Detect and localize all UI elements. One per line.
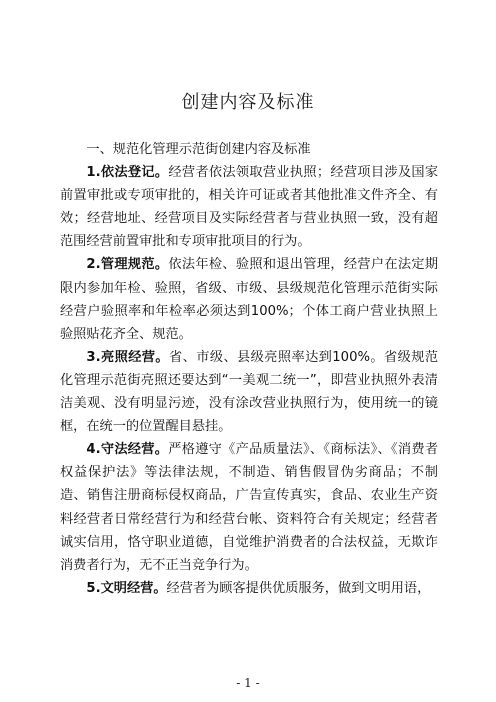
item-text: 经营者为顾客提供优质服务，做到文明用语， [166, 580, 431, 596]
item-paragraph-3 [60, 346, 438, 438]
item-lead: 4.守法经营。 [86, 442, 169, 458]
item-text: 省、市级、县级亮照率达到100%。省级规范化管理示范街亮照还要达到“一美观二统一”，即营业执照外表清洁美观、没有明显污迹，没有涂改营业执照行为，使用统一的镜框，在统一的位置醒目悬挂。 [60, 349, 439, 435]
section-heading: 一、规范化管理示范街创建内容及标准 [86, 142, 311, 157]
item-paragraph-1 [60, 161, 438, 253]
item-paragraph-2 [60, 253, 438, 345]
item-text: 经营者依法领取营业执照；经营项目涉及国家前置审批或专项审批的，相关许可证或者其他批准文件齐全、有效；经营地址、经营项目及实际经营者与营业执照一致，没有超范围经营前置审批和专项审批项目的行为。 [60, 165, 439, 250]
item-lead: 5.文明经营。 [86, 580, 167, 596]
document-title: 创建内容及标准 [181, 92, 315, 113]
item-text: 依法年检、验照和退出管理，经营户在法定期限内参加年检、验照，省级、市级、县级规范化管理示范街实际经营户验照率和年检率必须达到100%；个体工商户营业执照上验照贴花齐全、规范。 [60, 257, 439, 342]
item-paragraph-5 [60, 577, 438, 600]
document-body [60, 138, 438, 600]
item-lead: 1.依法登记。 [86, 165, 169, 181]
item-paragraph-4 [60, 438, 438, 577]
page-number: - 1 - [236, 676, 260, 690]
item-lead: 2.管理规范。 [86, 257, 169, 273]
item-text: 严格遵守《产品质量法》、《商标法》、《消费者权益保护法》等法律法规，不制造、销售假冒伪劣商品；不制造、销售注册商标侵权商品，广告宣传真实，食品、农业生产资料经营者日常经营行为和经营台帐、资料符合有关规定；经营者诚实信用，恪守职业道德，自觉维护消费者的合法权益，无欺诈消费者行为，无不正当竞争行为。 [60, 442, 439, 573]
item-lead: 3.亮照经营。 [86, 349, 170, 365]
